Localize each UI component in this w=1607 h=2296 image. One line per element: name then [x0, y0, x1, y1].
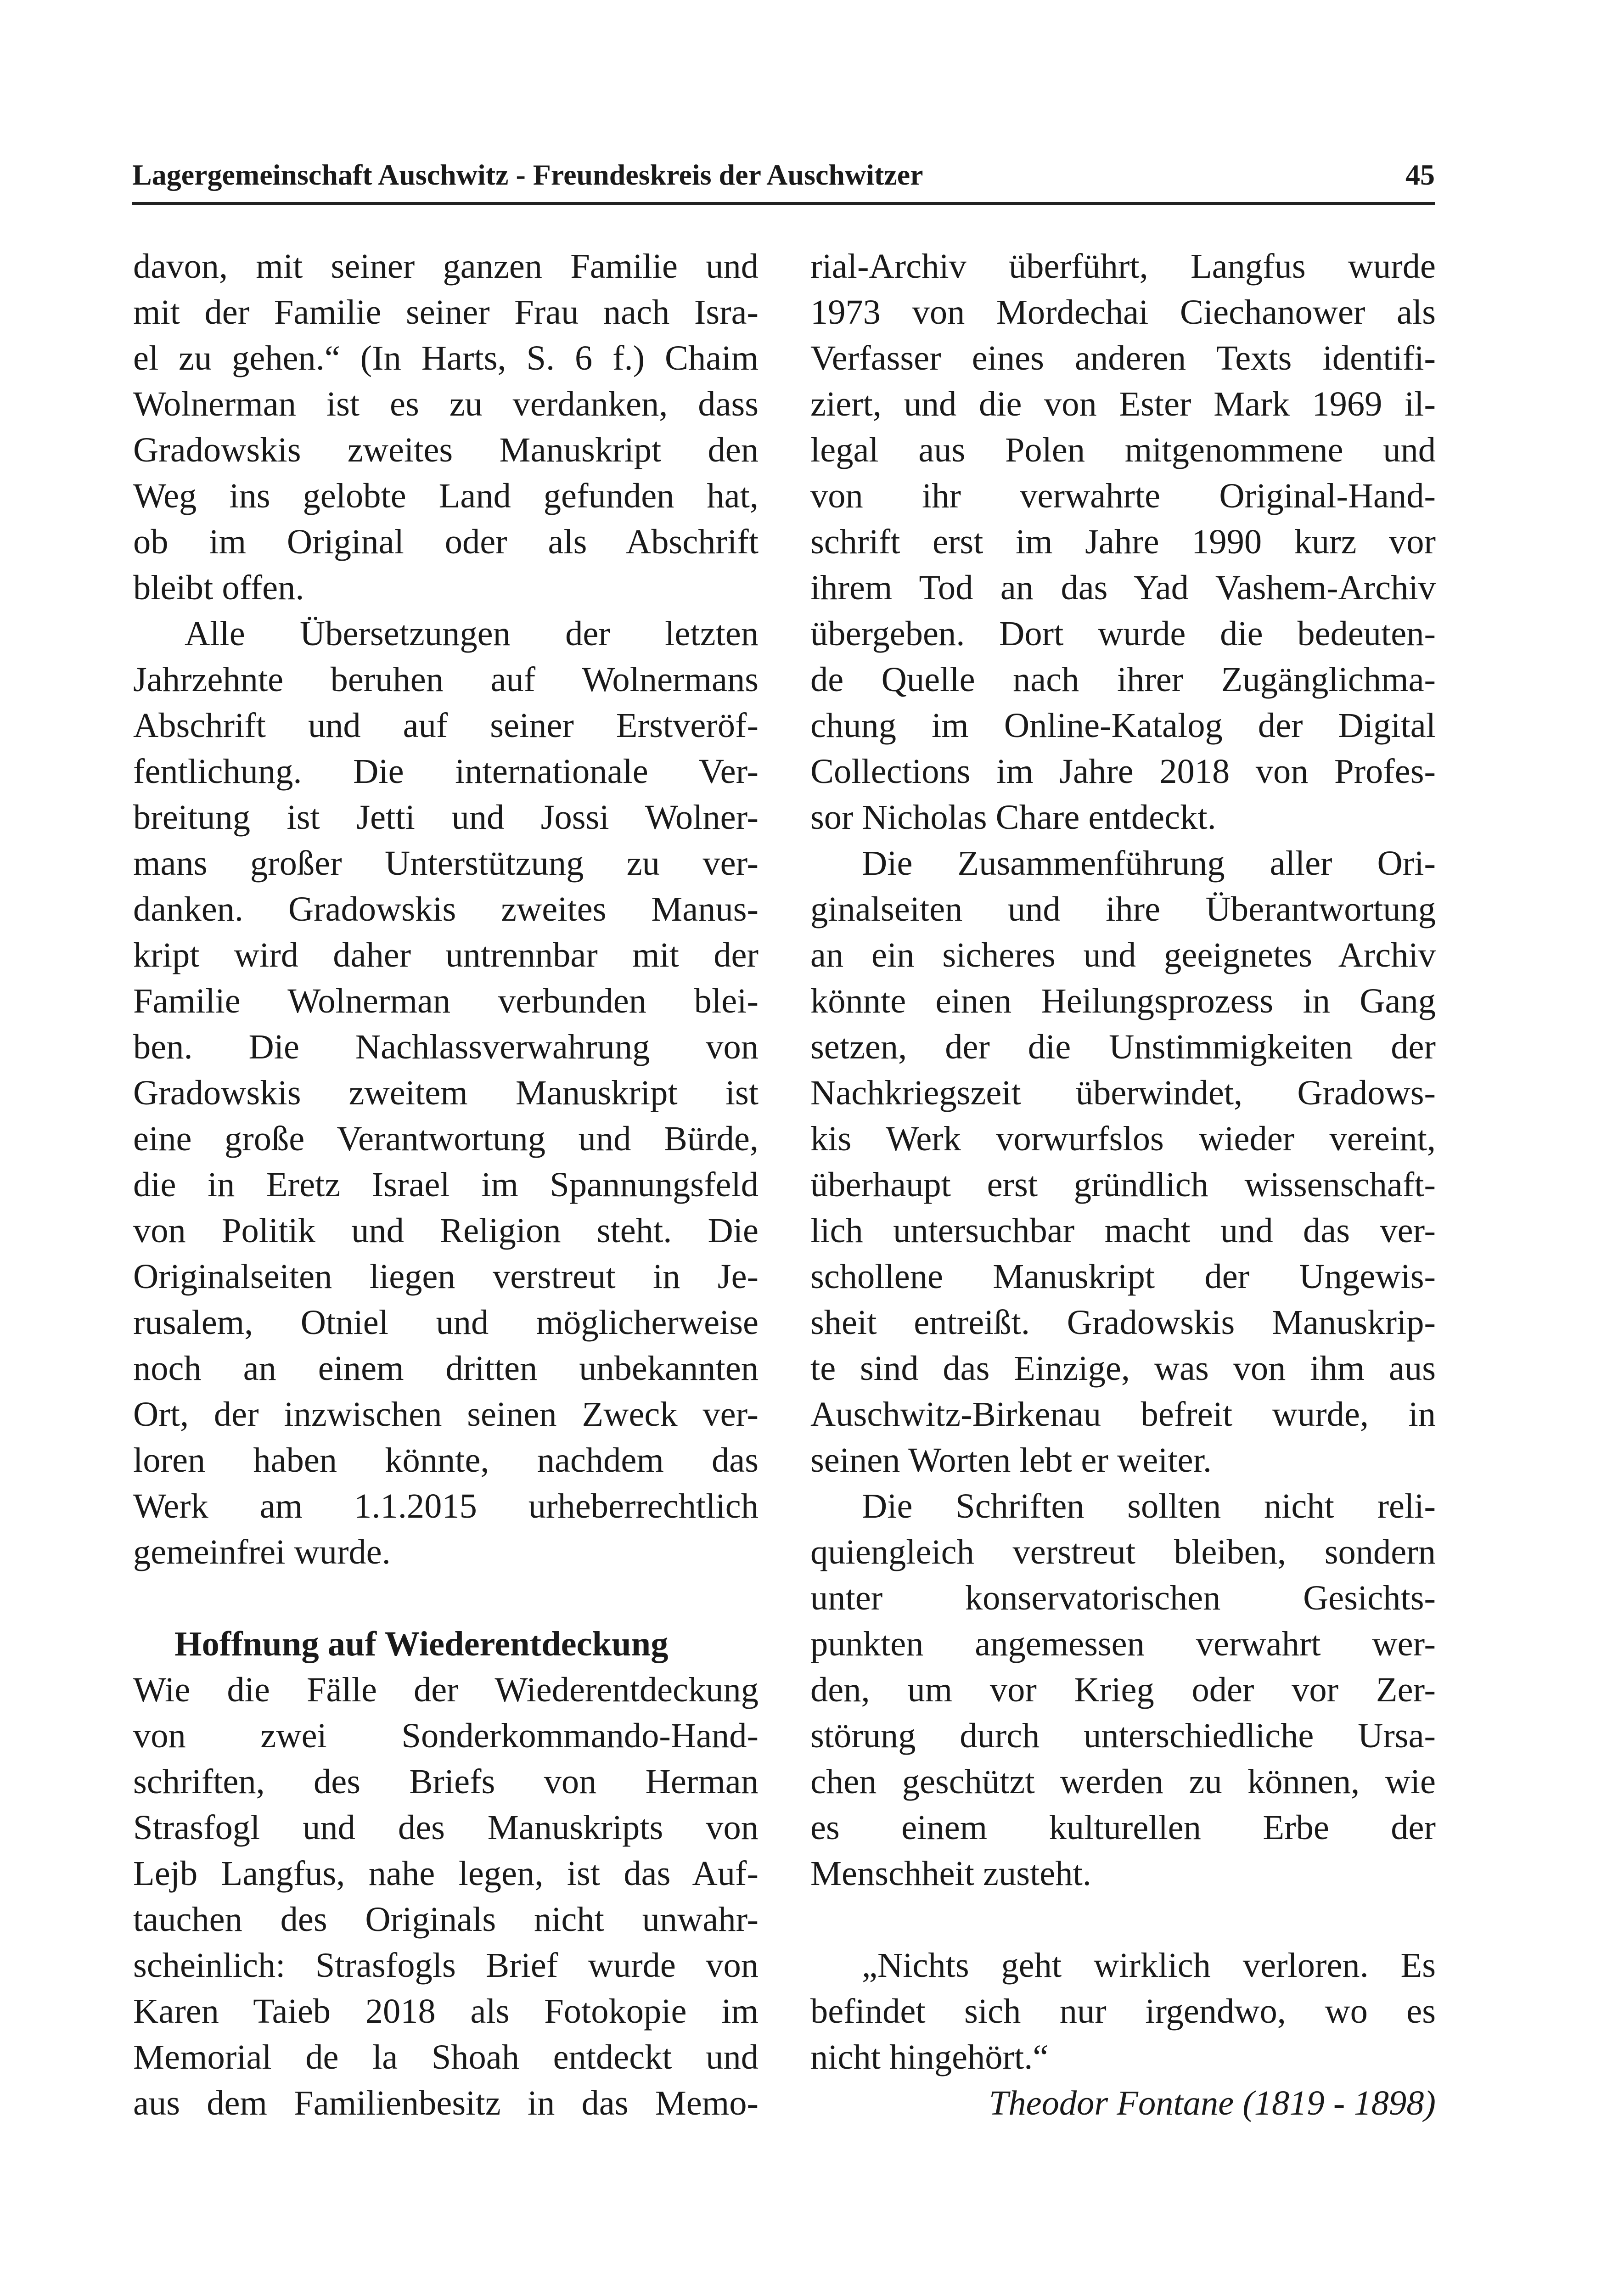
- section-heading: Hoffnung auf Wiederentdeckung: [174, 1624, 669, 1663]
- text-line: danken. Gradowskis zweites Manus-: [133, 889, 759, 929]
- text-line: te sind das Einzige, was von ihm aus: [810, 1349, 1436, 1388]
- text-line: rial-Archiv überführt, Langfus wurde: [810, 247, 1436, 286]
- text-line: breitung ist Jetti und Jossi Wolner-: [133, 798, 759, 837]
- text-line: Menschheit zusteht.: [810, 1854, 1091, 1893]
- text-line: Wolnerman ist es zu verdanken, dass: [133, 384, 759, 423]
- text-line: Lejb Langfus, nahe legen, ist das Auf-: [133, 1854, 759, 1893]
- section-spacer: [133, 1575, 759, 1621]
- text-line: schollene Manuskript der Ungewis-: [810, 1257, 1436, 1296]
- text-line: chung im Online-Katalog der Digital: [810, 706, 1436, 745]
- text-line: Weg ins gelobte Land gefunden hat,: [133, 476, 759, 515]
- paragraph-first-line: Die Zusammenführung aller Ori-: [862, 844, 1436, 883]
- text-line: es einem kulturellen Erbe der: [810, 1808, 1436, 1847]
- text-line: eine große Verantwortung und Bürde,: [133, 1119, 759, 1158]
- text-line: aus dem Familienbesitz in das Memo-: [133, 2083, 759, 2122]
- quote-line: „Nichts geht wirklich verloren. Es: [862, 1946, 1436, 1985]
- text-line: könnte einen Heilungsprozess in Gang: [810, 981, 1436, 1020]
- quote-attribution: Theodor Fontane (1819 - 1898): [989, 2083, 1436, 2122]
- text-line: Strasfogl und des Manuskripts von: [133, 1808, 759, 1847]
- text-line: störung durch unterschiedliche Ursa-: [810, 1716, 1436, 1755]
- text-line: Collections im Jahre 2018 von Profes-: [810, 752, 1436, 791]
- text-line: von zwei Sonderkommando-Hand-: [133, 1716, 759, 1755]
- running-header: [132, 156, 1435, 194]
- text-line: Werk am 1.1.2015 urheberrechtlich: [133, 1486, 759, 1525]
- text-line: überhaupt erst gründlich wissenschaft-: [810, 1165, 1436, 1204]
- quote-line: befindet sich nur irgendwo, wo es: [810, 1992, 1436, 2031]
- text-line: Verfasser eines anderen Texts identifi-: [810, 338, 1436, 377]
- text-line: Memorial de la Shoah entdeckt und: [133, 2037, 759, 2077]
- text-line: die in Eretz Israel im Spannungsfeld: [133, 1165, 759, 1204]
- text-line: legal aus Polen mitgenommene und: [810, 430, 1436, 469]
- text-line: kript wird daher untrennbar mit der: [133, 935, 759, 974]
- text-line: Familie Wolnerman verbunden blei-: [133, 981, 759, 1020]
- text-line: bleibt offen.: [133, 568, 304, 607]
- paragraph-first-line: Alle Übersetzungen der letzten: [185, 614, 759, 653]
- text-line: Wie die Fälle der Wiederentdeckung: [133, 1670, 759, 1709]
- text-line: den, um vor Krieg oder vor Zer-: [810, 1670, 1436, 1709]
- text-line: rusalem, Otniel und möglicherweise: [133, 1303, 759, 1342]
- text-line: übergeben. Dort wurde die bedeuten-: [810, 614, 1436, 653]
- text-line: schrift erst im Jahre 1990 kurz vor: [810, 522, 1436, 561]
- text-line: Karen Taieb 2018 als Fotokopie im: [133, 1992, 759, 2031]
- text-line: Auschwitz-Birkenau befreit wurde, in: [810, 1395, 1436, 1434]
- text-line: ben. Die Nachlassverwahrung von: [133, 1027, 759, 1066]
- text-line: kis Werk vorwurfslos wieder vereint,: [810, 1119, 1436, 1158]
- text-line: Gradowskis zweitem Manuskript ist: [133, 1073, 759, 1112]
- text-line: 1973 von Mordechai Ciechanower als: [810, 293, 1436, 332]
- quote-spacer: [810, 1896, 1436, 1942]
- text-line: Jahrzehnte beruhen auf Wolnermans: [133, 660, 759, 699]
- text-line: fentlichung. Die internationale Ver-: [133, 752, 759, 791]
- text-line: seinen Worten lebt er weiter.: [810, 1441, 1212, 1480]
- text-line: an ein sicheres und geeignetes Archiv: [810, 935, 1436, 974]
- text-line: von Politik und Religion steht. Die: [133, 1211, 759, 1250]
- text-line: lich untersuchbar macht und das ver-: [810, 1211, 1436, 1250]
- text-line: punkten angemessen verwahrt wer-: [810, 1624, 1436, 1663]
- left-column: [133, 243, 759, 2126]
- text-line: sor Nicholas Chare entdeckt.: [810, 798, 1216, 837]
- text-line: chen geschützt werden zu können, wie: [810, 1762, 1436, 1801]
- running-title: Lagergemeinschaft Auschwitz - Freundeskreis der Auschwitzer: [132, 158, 923, 191]
- text-line: ziert, und die von Ester Mark 1969 il-: [810, 384, 1436, 423]
- text-line: de Quelle nach ihrer Zugänglichma-: [810, 660, 1436, 699]
- text-line: Abschrift und auf seiner Erstveröf-: [133, 706, 759, 745]
- text-line: el zu gehen.“ (In Harts, S. 6 f.) Chaim: [133, 338, 759, 377]
- text-line: mit der Familie seiner Frau nach Isra-: [133, 293, 759, 332]
- page-number: 45: [1405, 158, 1435, 191]
- text-line: mans großer Unterstützung zu ver-: [133, 844, 759, 883]
- text-line: quiengleich verstreut bleiben, sondern: [810, 1532, 1436, 1571]
- quote-line: nicht hingehört.“: [810, 2037, 1049, 2077]
- text-line: ob im Original oder als Abschrift: [133, 522, 759, 561]
- text-line: ginalseiten und ihre Überantwortung: [810, 889, 1436, 929]
- text-line: Nachkriegszeit überwindet, Gradows-: [810, 1073, 1436, 1112]
- right-column: [810, 243, 1436, 2126]
- header-rule: [132, 202, 1435, 205]
- text-line: scheinlich: Strasfogls Brief wurde von: [133, 1946, 759, 1985]
- text-line: von ihr verwahrte Original-Hand-: [810, 476, 1436, 515]
- text-line: loren haben könnte, nachdem das: [133, 1441, 759, 1480]
- text-line: gemeinfrei wurde.: [133, 1532, 391, 1571]
- paragraph-first-line: Die Schriften sollten nicht reli-: [862, 1486, 1436, 1525]
- text-line: noch an einem dritten unbekannten: [133, 1349, 759, 1388]
- text-line: schriften, des Briefs von Herman: [133, 1762, 759, 1801]
- text-line: davon, mit seiner ganzen Familie und: [133, 247, 759, 286]
- text-line: Ort, der inzwischen seinen Zweck ver-: [133, 1395, 759, 1434]
- text-line: setzen, der die Unstimmigkeiten der: [810, 1027, 1436, 1066]
- text-line: tauchen des Originals nicht unwahr-: [133, 1900, 759, 1939]
- text-line: Gradowskis zweites Manuskript den: [133, 430, 759, 469]
- text-line: unter konservatorischen Gesichts-: [810, 1578, 1436, 1617]
- text-line: sheit entreißt. Gradowskis Manuskrip-: [810, 1303, 1436, 1342]
- text-line: Originalseiten liegen verstreut in Je-: [133, 1257, 759, 1296]
- text-line: ihrem Tod an das Yad Vashem-Archiv: [810, 568, 1436, 607]
